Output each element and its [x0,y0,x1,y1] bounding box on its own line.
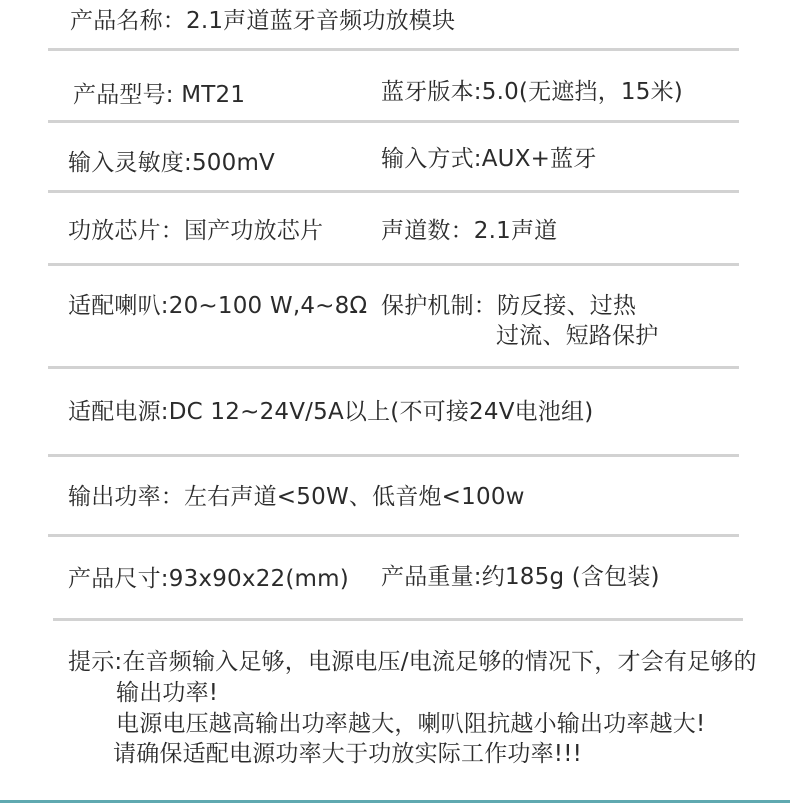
product-model: 产品型号: MT21 [73,82,246,108]
product-size: 产品尺寸:93x90x22(mm) [68,566,349,592]
channel-count: 声道数：2.1声道 [381,218,558,244]
divider [48,366,739,369]
note-line-2: 输出功率! [116,680,219,706]
power-supply: 适配电源:DC 12~24V/5A以上(不可接24V电池组) [68,399,594,425]
protection-line-1: 保护机制：防反接、过热 [381,293,637,319]
speaker-spec: 适配喇叭:20~100 W,4~8Ω [68,293,368,319]
divider [48,454,739,457]
product-weight: 产品重量:约185g (含包装) [381,564,660,590]
divider [48,48,739,51]
input-sensitivity: 输入灵敏度:500mV [68,150,275,176]
divider [53,618,743,621]
bluetooth-version: 蓝牙版本:5.0(无遮挡，15米) [381,79,683,105]
note-line-1: 提示:在音频输入足够，电源电压/电流足够的情况下，才会有足够的 [68,649,757,675]
note-line-3: 电源电压越高输出功率越大，喇叭阻抗越小输出功率越大! [116,711,706,737]
input-mode: 输入方式:AUX+蓝牙 [381,146,597,172]
note-line-4: 请确保适配电源功率大于功放实际工作功率!!! [113,741,583,767]
bottom-accent-bar [0,800,790,803]
divider [48,534,739,537]
protection-line-2: 过流、短路保护 [496,323,659,349]
divider [48,120,739,123]
divider [48,190,739,193]
output-power: 输出功率：左右声道<50W、低音炮<100w [68,484,525,510]
divider [48,263,739,266]
product-name: 产品名称：2.1声道蓝牙音频功放模块 [70,8,456,34]
amp-chip: 功放芯片：国产功放芯片 [68,218,324,244]
